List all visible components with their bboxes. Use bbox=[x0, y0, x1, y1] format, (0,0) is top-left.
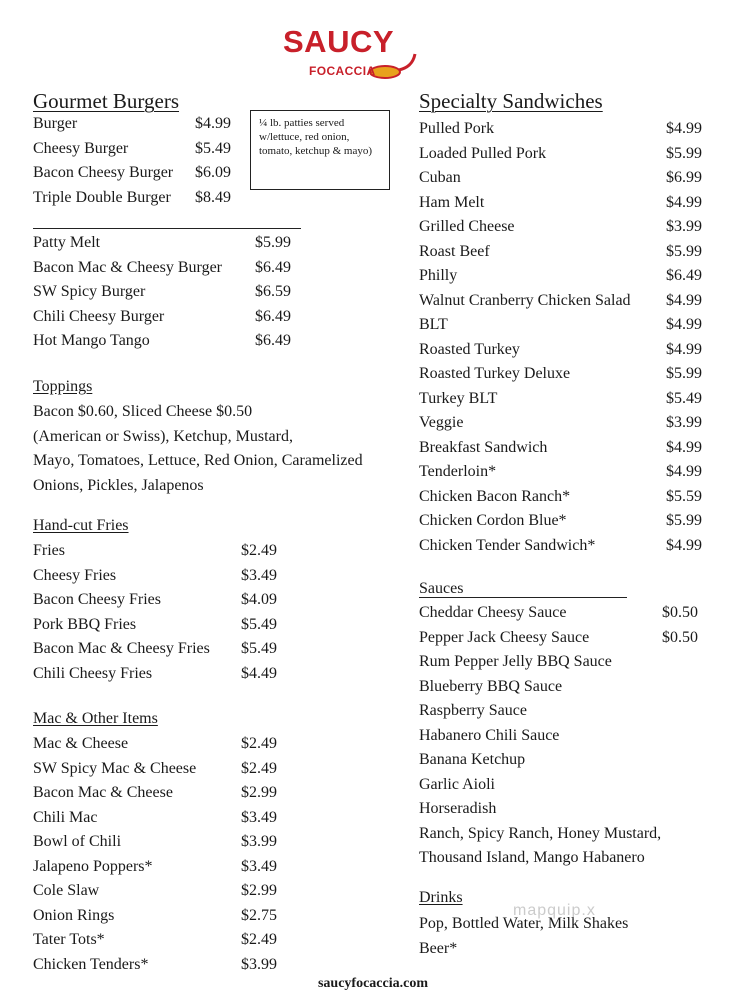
menu-item bbox=[419, 724, 709, 749]
menu-item bbox=[419, 650, 709, 675]
item-name: Bacon Mac & Cheesy Burger bbox=[33, 258, 222, 276]
menu-item bbox=[419, 601, 709, 626]
item-name: BLT bbox=[419, 316, 448, 333]
menu-item bbox=[419, 797, 709, 822]
item-name: Roasted Turkey Deluxe bbox=[419, 365, 571, 382]
text-line: Onions, Pickles, Jalapenos bbox=[33, 476, 204, 494]
item-name: Tenderloin* bbox=[419, 463, 497, 480]
burgers-list-2 bbox=[33, 231, 303, 354]
logo-subtitle: FOCACCIA bbox=[309, 64, 376, 78]
mac-list bbox=[33, 732, 293, 977]
item-name: Cuban bbox=[419, 169, 461, 186]
menu-item bbox=[33, 161, 253, 186]
gourmet-burgers-heading: Gourmet Burgers bbox=[33, 89, 180, 113]
item-price: $5.99 bbox=[255, 234, 291, 251]
item-name: Patty Melt bbox=[33, 234, 101, 251]
fries-heading: Hand-cut Fries bbox=[33, 517, 129, 534]
menu-item bbox=[33, 280, 303, 305]
item-price: $3.49 bbox=[241, 808, 277, 826]
menu-item bbox=[419, 846, 709, 871]
item-name: Chili Mac bbox=[33, 808, 98, 826]
item-price: $5.99 bbox=[666, 512, 702, 529]
toppings-text bbox=[33, 400, 393, 498]
item-name: Chicken Tender Sandwich* bbox=[419, 536, 596, 554]
menu-item bbox=[419, 142, 709, 167]
item-price: $4.99 bbox=[666, 340, 702, 358]
item-price: $3.99 bbox=[666, 414, 702, 431]
drinks-heading: Drinks bbox=[419, 889, 463, 906]
item-name: Burger bbox=[33, 115, 78, 132]
item-price: $2.99 bbox=[241, 882, 277, 899]
menu-item bbox=[419, 675, 709, 700]
menu-item bbox=[33, 305, 303, 330]
item-price: $4.99 bbox=[666, 120, 702, 137]
menu-item bbox=[33, 112, 253, 137]
item-price: $3.99 bbox=[666, 218, 702, 235]
menu-item bbox=[419, 240, 709, 265]
mac-heading: Mac & Other Items bbox=[33, 710, 158, 727]
item-name: SW Spicy Burger bbox=[33, 283, 146, 300]
item-name: Bacon Cheesy Fries bbox=[33, 591, 161, 608]
menu-item bbox=[419, 362, 709, 387]
menu-item bbox=[33, 662, 293, 687]
sandwiches-list bbox=[419, 117, 709, 558]
item-name: Bacon Cheesy Burger bbox=[33, 164, 174, 181]
item-name: Pork BBQ Fries bbox=[33, 615, 137, 633]
burgers-list-1 bbox=[33, 112, 253, 210]
divider bbox=[33, 228, 301, 229]
item-price: $4.99 bbox=[666, 193, 702, 211]
item-name: Cheesy Burger bbox=[33, 139, 129, 157]
item-price: $5.49 bbox=[241, 615, 277, 633]
item-name: Roast Beef bbox=[419, 242, 490, 260]
text-line: (American or Swiss), Ketchup, Mustard, bbox=[33, 427, 293, 445]
item-price: $3.99 bbox=[241, 833, 277, 850]
item-price: $6.49 bbox=[255, 258, 291, 276]
item-price: $6.49 bbox=[255, 307, 291, 325]
menu-item bbox=[419, 387, 709, 412]
item-name: Chicken Tenders* bbox=[33, 955, 149, 973]
menu-item bbox=[33, 637, 293, 662]
menu-item bbox=[33, 806, 293, 831]
item-price: $2.99 bbox=[241, 784, 277, 801]
item-name: Fries bbox=[33, 542, 65, 559]
item-name: Cheddar Cheesy Sauce bbox=[419, 604, 567, 621]
menu-item bbox=[419, 166, 709, 191]
website-footer: saucyfocaccia.com bbox=[317, 976, 429, 991]
menu-item bbox=[419, 626, 709, 651]
item-name: Onion Rings bbox=[33, 906, 115, 924]
item-price: $4.99 bbox=[195, 115, 231, 132]
menu-item bbox=[33, 855, 293, 880]
item-name: Habanero Chili Sauce bbox=[419, 726, 560, 744]
item-price: $2.49 bbox=[241, 735, 277, 752]
item-name: Turkey BLT bbox=[419, 389, 498, 407]
item-name: Tater Tots* bbox=[33, 931, 105, 948]
menu-item bbox=[33, 613, 293, 638]
menu-item bbox=[419, 699, 709, 724]
item-price: $5.99 bbox=[666, 242, 702, 260]
burger-note-box: ¼ lb. patties served w/lettuce, red onion, tomato, ketchup & mayo) bbox=[250, 110, 390, 190]
item-price: $3.49 bbox=[241, 857, 277, 875]
text-line: Mayo, Tomatoes, Lettuce, Red Onion, Caramelized bbox=[33, 452, 363, 469]
item-price: $3.49 bbox=[241, 566, 277, 584]
text-line: Beer* bbox=[419, 939, 458, 957]
item-price: $5.99 bbox=[666, 144, 702, 162]
menu-item bbox=[419, 460, 709, 485]
text-line: Pop, Bottled Water, Milk Shakes bbox=[419, 915, 629, 932]
item-name: Chicken Bacon Ranch* bbox=[419, 487, 571, 505]
menu-item bbox=[33, 732, 293, 757]
specialty-sandwiches-heading: Specialty Sandwiches bbox=[419, 89, 603, 113]
item-price: $4.99 bbox=[666, 438, 702, 456]
menu-item bbox=[419, 191, 709, 216]
item-name: Veggie bbox=[419, 414, 464, 431]
sauces-heading: Sauces bbox=[419, 580, 464, 597]
watermark: mapquip.x bbox=[513, 902, 596, 919]
menu-item bbox=[33, 953, 293, 978]
menu-item bbox=[419, 411, 709, 436]
item-name: Ham Melt bbox=[419, 193, 485, 211]
item-price: $4.99 bbox=[666, 316, 702, 333]
item-name: Rum Pepper Jelly BBQ Sauce bbox=[419, 653, 612, 670]
item-price: $4.99 bbox=[666, 536, 702, 554]
menu-item bbox=[419, 485, 709, 510]
item-price: $2.75 bbox=[241, 906, 277, 924]
menu-item bbox=[419, 313, 709, 338]
item-price: $2.49 bbox=[241, 759, 277, 777]
menu-item bbox=[33, 137, 253, 162]
item-name: Jalapeno Poppers* bbox=[33, 857, 153, 875]
item-price: $5.49 bbox=[195, 139, 231, 157]
item-name: Chili Cheesy Burger bbox=[33, 307, 165, 325]
menu-item bbox=[419, 748, 709, 773]
item-price: $0.50 bbox=[662, 604, 698, 621]
item-name: Roasted Turkey bbox=[419, 340, 520, 358]
item-name: Bowl of Chili bbox=[33, 833, 122, 850]
logo-title: SAUCY bbox=[283, 24, 395, 59]
item-name: Grilled Cheese bbox=[419, 218, 515, 235]
menu-item bbox=[33, 928, 293, 953]
menu-item bbox=[419, 264, 709, 289]
menu-item bbox=[419, 773, 709, 798]
item-name: Bacon Mac & Cheese bbox=[33, 784, 173, 801]
item-price: $6.49 bbox=[666, 267, 702, 284]
item-name: Pulled Pork bbox=[419, 120, 495, 137]
item-price: $2.49 bbox=[241, 542, 277, 559]
item-name: Cheesy Fries bbox=[33, 566, 117, 584]
item-name: Ranch, Spicy Ranch, Honey Mustard, bbox=[419, 824, 662, 842]
item-price: $6.09 bbox=[195, 164, 231, 181]
menu-item bbox=[33, 231, 303, 256]
item-name: Chili Cheesy Fries bbox=[33, 664, 153, 682]
menu-item bbox=[33, 256, 303, 281]
menu-item bbox=[33, 830, 293, 855]
item-price: $0.50 bbox=[662, 628, 698, 646]
menu-item bbox=[33, 186, 253, 211]
item-name: Blueberry BBQ Sauce bbox=[419, 677, 563, 695]
item-name: Raspberry Sauce bbox=[419, 702, 527, 719]
item-name: Mac & Cheese bbox=[33, 735, 129, 752]
item-name: Triple Double Burger bbox=[33, 188, 171, 206]
item-price: $4.99 bbox=[666, 291, 702, 309]
item-name: Walnut Cranberry Chicken Salad bbox=[419, 291, 631, 309]
item-name: Cole Slaw bbox=[33, 882, 100, 899]
menu-item bbox=[33, 564, 293, 589]
item-name: Banana Ketchup bbox=[419, 751, 526, 768]
fries-list bbox=[33, 539, 293, 686]
menu-item bbox=[419, 117, 709, 142]
item-price: $3.99 bbox=[241, 955, 277, 973]
menu-item bbox=[33, 757, 293, 782]
sauces-list bbox=[419, 601, 709, 871]
item-name: Breakfast Sandwich bbox=[419, 438, 548, 456]
item-price: $4.99 bbox=[666, 463, 702, 480]
item-price: $4.09 bbox=[241, 591, 277, 608]
saucy-focaccia-logo bbox=[283, 24, 423, 82]
item-price: $8.49 bbox=[195, 188, 231, 206]
menu-item bbox=[419, 289, 709, 314]
item-name: Loaded Pulled Pork bbox=[419, 144, 547, 162]
item-name: Hot Mango Tango bbox=[33, 332, 150, 349]
item-price: $5.49 bbox=[666, 389, 702, 407]
menu-item bbox=[33, 904, 293, 929]
menu-item bbox=[33, 588, 293, 613]
item-name: Horseradish bbox=[419, 800, 497, 817]
menu-item bbox=[419, 509, 709, 534]
sauces-underline bbox=[419, 597, 627, 598]
item-name: Garlic Aioli bbox=[419, 775, 495, 793]
item-price: $5.49 bbox=[241, 640, 277, 657]
menu-item bbox=[419, 822, 709, 847]
item-price: $4.49 bbox=[241, 664, 277, 682]
item-name: Chicken Cordon Blue* bbox=[419, 512, 567, 529]
text-line: Bacon $0.60, Sliced Cheese $0.50 bbox=[33, 403, 253, 420]
item-name: Pepper Jack Cheesy Sauce bbox=[419, 628, 590, 646]
menu-item bbox=[419, 338, 709, 363]
item-price: $5.59 bbox=[666, 487, 702, 505]
item-name: Thousand Island, Mango Habanero bbox=[419, 849, 645, 866]
menu-item bbox=[419, 436, 709, 461]
item-price: $6.49 bbox=[255, 332, 291, 349]
menu-item bbox=[33, 539, 293, 564]
item-price: $5.99 bbox=[666, 365, 702, 382]
item-name: Philly bbox=[419, 267, 458, 284]
item-name: Bacon Mac & Cheesy Fries bbox=[33, 640, 210, 657]
item-price: $6.59 bbox=[255, 283, 291, 300]
menu-item bbox=[419, 534, 709, 559]
item-name: SW Spicy Mac & Cheese bbox=[33, 759, 197, 777]
menu-item bbox=[419, 215, 709, 240]
item-price: $6.99 bbox=[666, 169, 702, 186]
menu-item bbox=[33, 329, 303, 354]
toppings-heading: Toppings bbox=[33, 378, 93, 395]
menu-item bbox=[33, 879, 293, 904]
item-price: $2.49 bbox=[241, 931, 277, 948]
menu-item bbox=[33, 781, 293, 806]
